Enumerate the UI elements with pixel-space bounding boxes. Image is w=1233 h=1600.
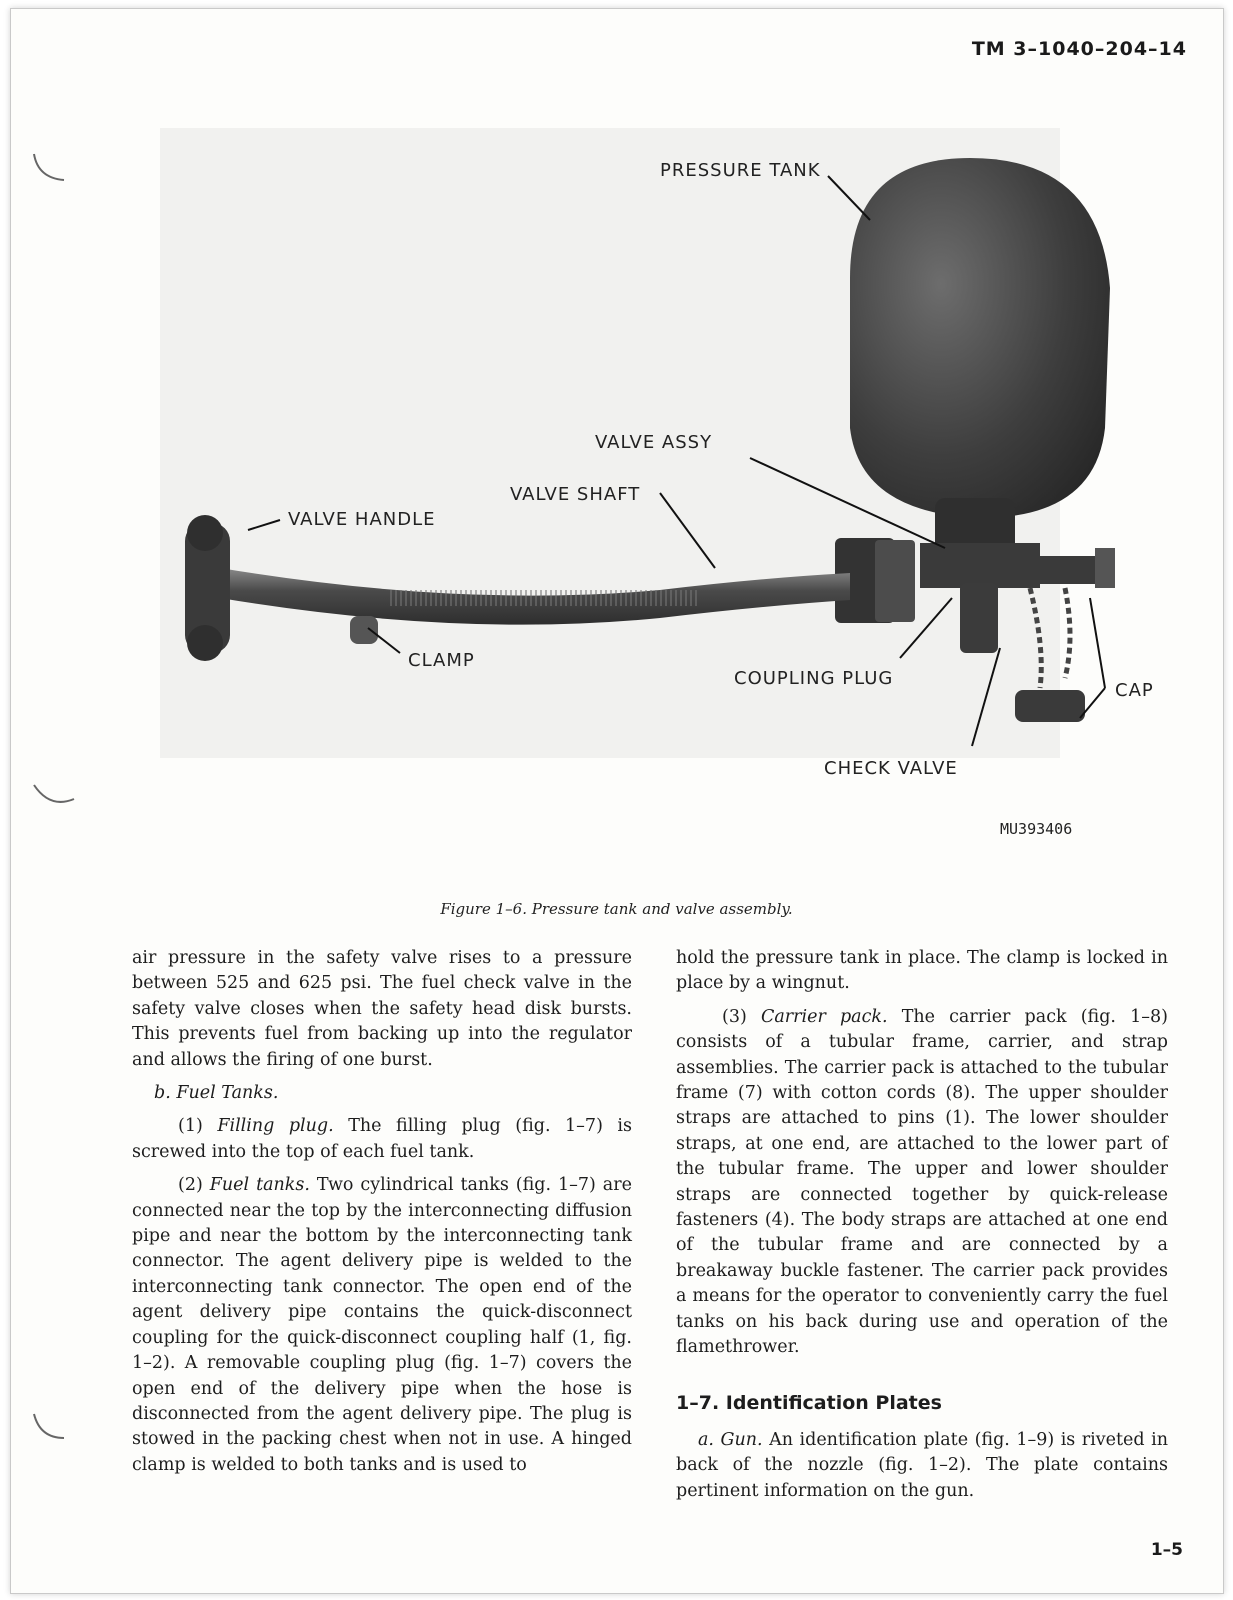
paragraph: (3) Carrier pack. The carrier pack (fig. 1–8) consists of a tubular frame, carrier, and strap assemblies. The carrier pack is attached to the tubular frame (7) with cotton cords (8). The upper shoulder straps are attached to pins (1). The lower shoulder straps, at one end, are attached to the lower part of the tubular frame. The upper and lower shoulder straps are connected together by quick-release fasteners (4). The body straps are attached at one end of the tubular frame and are connected by a breakaway buckle fastener. The carrier pack provides a means for the operator to conveniently carry the fuel tanks on his back during use and operation of the flamethrower.	[676, 1006, 1168, 1358]
subsection-label: b. Fuel Tanks.	[154, 1083, 279, 1104]
label-coupling-plug: COUPLING PLUG	[734, 668, 894, 689]
document-id: TM 3–1040–204–14	[971, 38, 1187, 60]
page-number: 1–5	[1150, 1540, 1183, 1560]
label-clamp: CLAMP	[408, 650, 475, 671]
paragraph: (2) Fuel tanks. Two cylindrical tanks (fig. 1–7) are connected near the top by the interconnecting diffusion pipe and near the bottom by the interconnecting tank connector. The agent delivery pipe is welded to the interconnecting tank connector. The open end of the agent delivery pipe contains the quick-disconnect coupling for the quick-disconnect coupling half (1, fig. 1–2). A removable coupling plug (fig. 1–7) covers the open end of the delivery pipe when the hose is disconnected from the agent delivery pipe. The plug is stowed in the packing chest when not in use. A hinged clamp is welded to both tanks and is used to	[132, 1175, 632, 1475]
section-heading: 1–7. Identification Plates	[676, 1391, 942, 1414]
figure-pressure-tank	[160, 128, 1200, 838]
photo-number: MU393406	[1000, 820, 1073, 838]
binder-mark-1	[30, 150, 70, 190]
paragraph: hold the pressure tank in place. The clamp is locked in place by a wingnut.	[676, 948, 1168, 994]
label-check-valve: CHECK VALVE	[824, 758, 958, 779]
paragraph: (1) Filling plug. The filling plug (fig. 1–7) is screwed into the top of each fuel tank.	[132, 1116, 632, 1162]
right-column	[676, 946, 1168, 1512]
paragraph: air pressure in the safety valve rises to a pressure between 525 and 625 psi. The fuel check valve in the safety valve closes when the safety head disk bursts. This prevents fuel from backing up into the regulator and allows the firing of one burst.	[132, 948, 632, 1070]
label-valve-assy: VALVE ASSY	[595, 432, 713, 453]
figure-caption: Figure 1–6. Pressure tank and valve assembly.	[440, 900, 793, 918]
paragraph: a. Gun. An identification plate (fig. 1–9) is riveted in back of the nozzle (fig. 1–2). The plate contains pertinent information on the gun.	[676, 1429, 1168, 1501]
binder-mark-3	[30, 1410, 70, 1450]
label-valve-handle: VALVE HANDLE	[288, 509, 436, 530]
label-valve-shaft: VALVE SHAFT	[510, 484, 641, 505]
left-column	[132, 946, 632, 1486]
binder-mark-2	[30, 775, 78, 815]
label-pressure-tank: PRESSURE TANK	[660, 160, 821, 181]
label-cap: CAP	[1115, 680, 1154, 701]
